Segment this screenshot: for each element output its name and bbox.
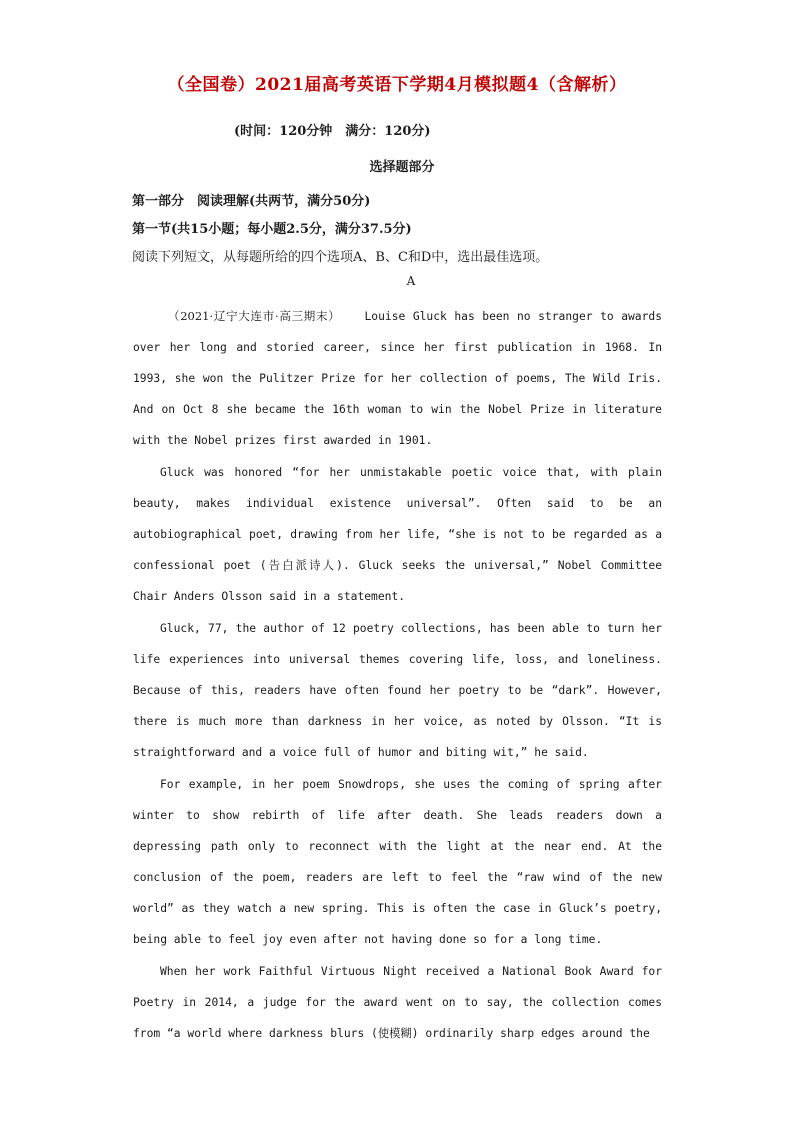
passage-body xyxy=(133,301,662,1049)
paragraph xyxy=(133,301,662,456)
paragraph: When her work Faithful Virtuous Night received a National Book Award for Poetry in 2014, a judge for the award went on to say, the collection comes from “a world where darkness blurs (使模糊) ordinarily sharp edges around the xyxy=(133,964,662,1041)
paragraph: Gluck was honored “for her unmistakable poetic voice that, with plain beauty, makes individual existence universal”. Often said to be an autobiographical poet, drawing from her life, “she is not to be regarded as a confessional poet (告白派诗人). Gluck seeks the universal,” Nobel Committee Chair Anders Olsson said in a statement. xyxy=(133,465,662,604)
reading-instructions: 阅读下列短文，从每题所给的四个选项A、B、C和D中，选出最佳选项。 xyxy=(132,250,549,265)
exam-time-info: (时间：120分钟 满分：120分) xyxy=(234,124,431,139)
part-one-heading: 第一部分 阅读理解(共两节，满分50分) xyxy=(132,194,371,209)
document-title: （全国卷）2021届高考英语下学期4月模拟题4（含解析） xyxy=(167,75,627,95)
passage-source: （2021·辽宁大连市·高三期末） xyxy=(168,309,341,323)
paragraph: Gluck, 77, the author of 12 poetry collections, has been able to turn her life experiences into universal themes covering life, loss, and loneliness. Because of this, readers have often found her poetry to be “dark”. However, there is much more than darkness in her voice, as noted by Olsson. “It is straightforward and a voice full of humor and biting wit,” he said. xyxy=(133,621,662,760)
part-one-section-heading: 第一节(共15小题；每小题2.5分，满分37.5分) xyxy=(132,222,412,237)
section-heading: 选择题部分 xyxy=(369,160,435,175)
paragraph: For example, in her poem Snowdrops, she uses the coming of spring after winter to show rebirth of life after death. She leads readers down a depressing path only to reconnect with the light at the near end. At the conclusion of the poem, readers are left to feel the “raw wind of the new world” as they watch a new spring. This is often the case in Gluck’s poetry, being able to feel joy even after not having done so for a long time. xyxy=(133,777,662,947)
passage-letter: A xyxy=(406,274,416,288)
paragraph-text: Louise Gluck has been no stranger to awards over her long and storied career, since her first publication in 1968. In 1993, she won the Pulitzer Prize for her collection of poems, The Wild Iris. And on Oct 8 she became the 16th woman to win the Nobel Prize in literature with the Nobel prizes first awarded in 1901. xyxy=(133,310,662,448)
